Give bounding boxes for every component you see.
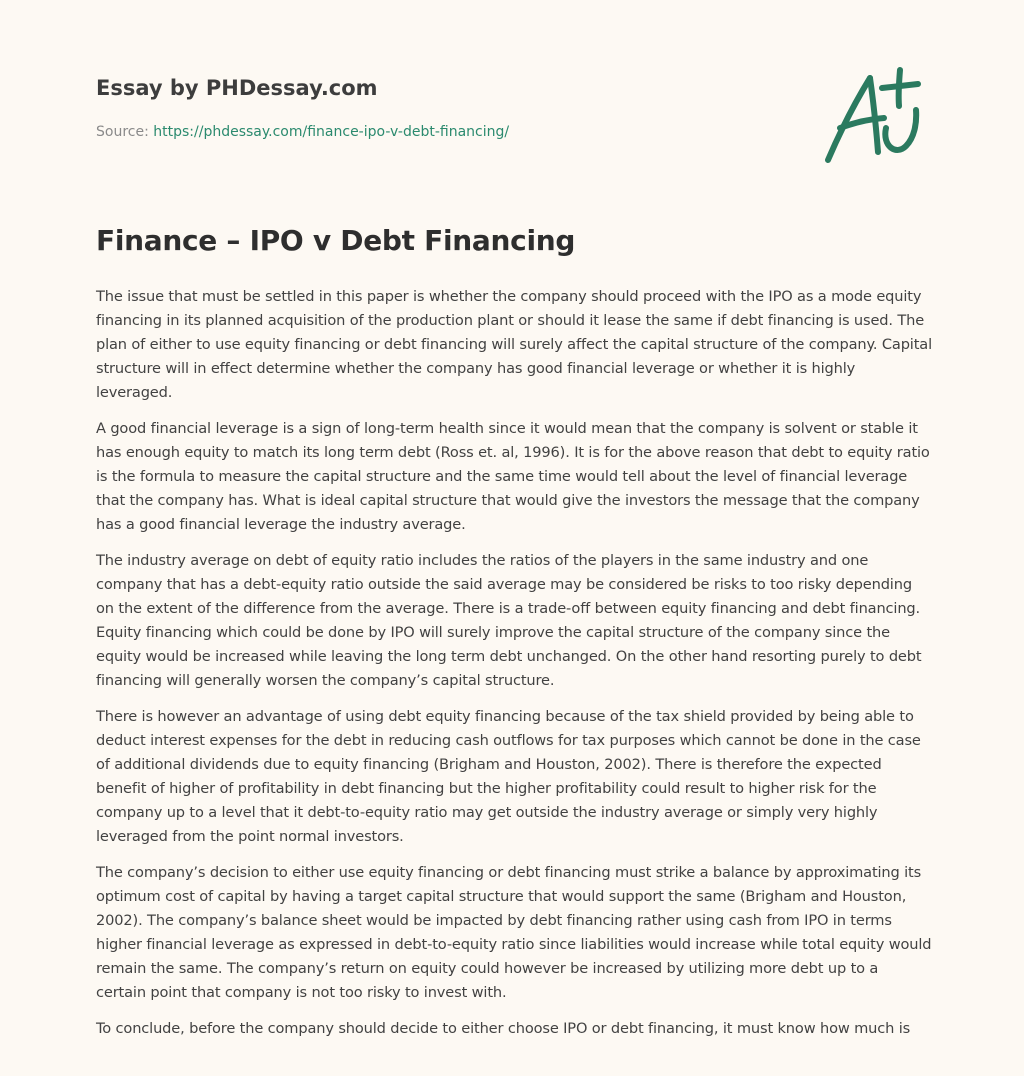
source-label: Source: (96, 124, 154, 140)
paragraph: The issue that must be settled in this paper is whether the company should proceed with the IPO as a mode equity financing in its planned acquisition of the production plant or should it lease the same if debt financing is used. The plan of either to use equity financing or debt financing will surely affect the capital structure of the company. Capital structure will in effect determine whether the company has good financial leverage or whether it is highly leveraged. (96, 288, 932, 401)
paragraph: To conclude, before the company should decide to either choose IPO or debt financing, it must know how much is (96, 1020, 911, 1037)
paragraph: There is however an advantage of using debt equity financing because of the tax shield provided by being able to deduct interest expenses for the debt in reducing cash outflows for tax purposes which cannot be done in the case of additional dividends due to equity financing (Brigham and Houston, 2002). There is therefore the expected benefit of higher of profitability in debt financing but the higher profitability could result to higher risk for the company up to a level that it debt-to-equity ratio may get outside the industry average or simply very highly leveraged from the point normal investors. (96, 708, 921, 845)
essay-body (96, 285, 932, 1053)
essay-title: Finance – IPO v Debt Financing (96, 224, 576, 257)
source-line (96, 124, 509, 140)
paragraph: The industry average on debt of equity ratio includes the ratios of the players in the same industry and one company that has a debt-equity ratio outside the said average may be considered be risks to too risky depending on the extent of the difference from the average. There is a trade-off between equity financing and debt financing. Equity financing which could be done by IPO will surely improve the capital structure of the company since the equity would be increased while leaving the long term debt unchanged. On the other hand resorting purely to debt financing will generally worsen the company’s capital structure. (96, 552, 922, 689)
site-brand: Essay by PHDessay.com (96, 76, 378, 100)
a-plus-logo-icon (820, 66, 924, 166)
paragraph: The company’s decision to either use equity financing or debt financing must strike a balance by approximating its optimum cost of capital by having a target capital structure that would support the same (Brigham and Houston, 2002). The company’s balance sheet would be impacted by debt financing rather using cash from IPO in terms higher financial leverage as expressed in debt-to-equity ratio since liabilities would increase while total equity would remain the same. The company’s return on equity could however be increased by utilizing more debt up to a certain point that company is not too risky to invest with. (96, 864, 932, 1001)
paragraph: A good financial leverage is a sign of long-term health since it would mean that the company is solvent or stable it has enough equity to match its long term debt (Ross et. al, 1996). It is for the above reason that debt to equity ratio is the formula to measure the capital structure and the same time would tell about the level of financial leverage that the company has. What is ideal capital structure that would give the investors the message that the company has a good financial leverage the industry average. (96, 420, 930, 533)
source-link[interactable]: https://phdessay.com/finance-ipo-v-debt-financing/ (153, 124, 510, 140)
